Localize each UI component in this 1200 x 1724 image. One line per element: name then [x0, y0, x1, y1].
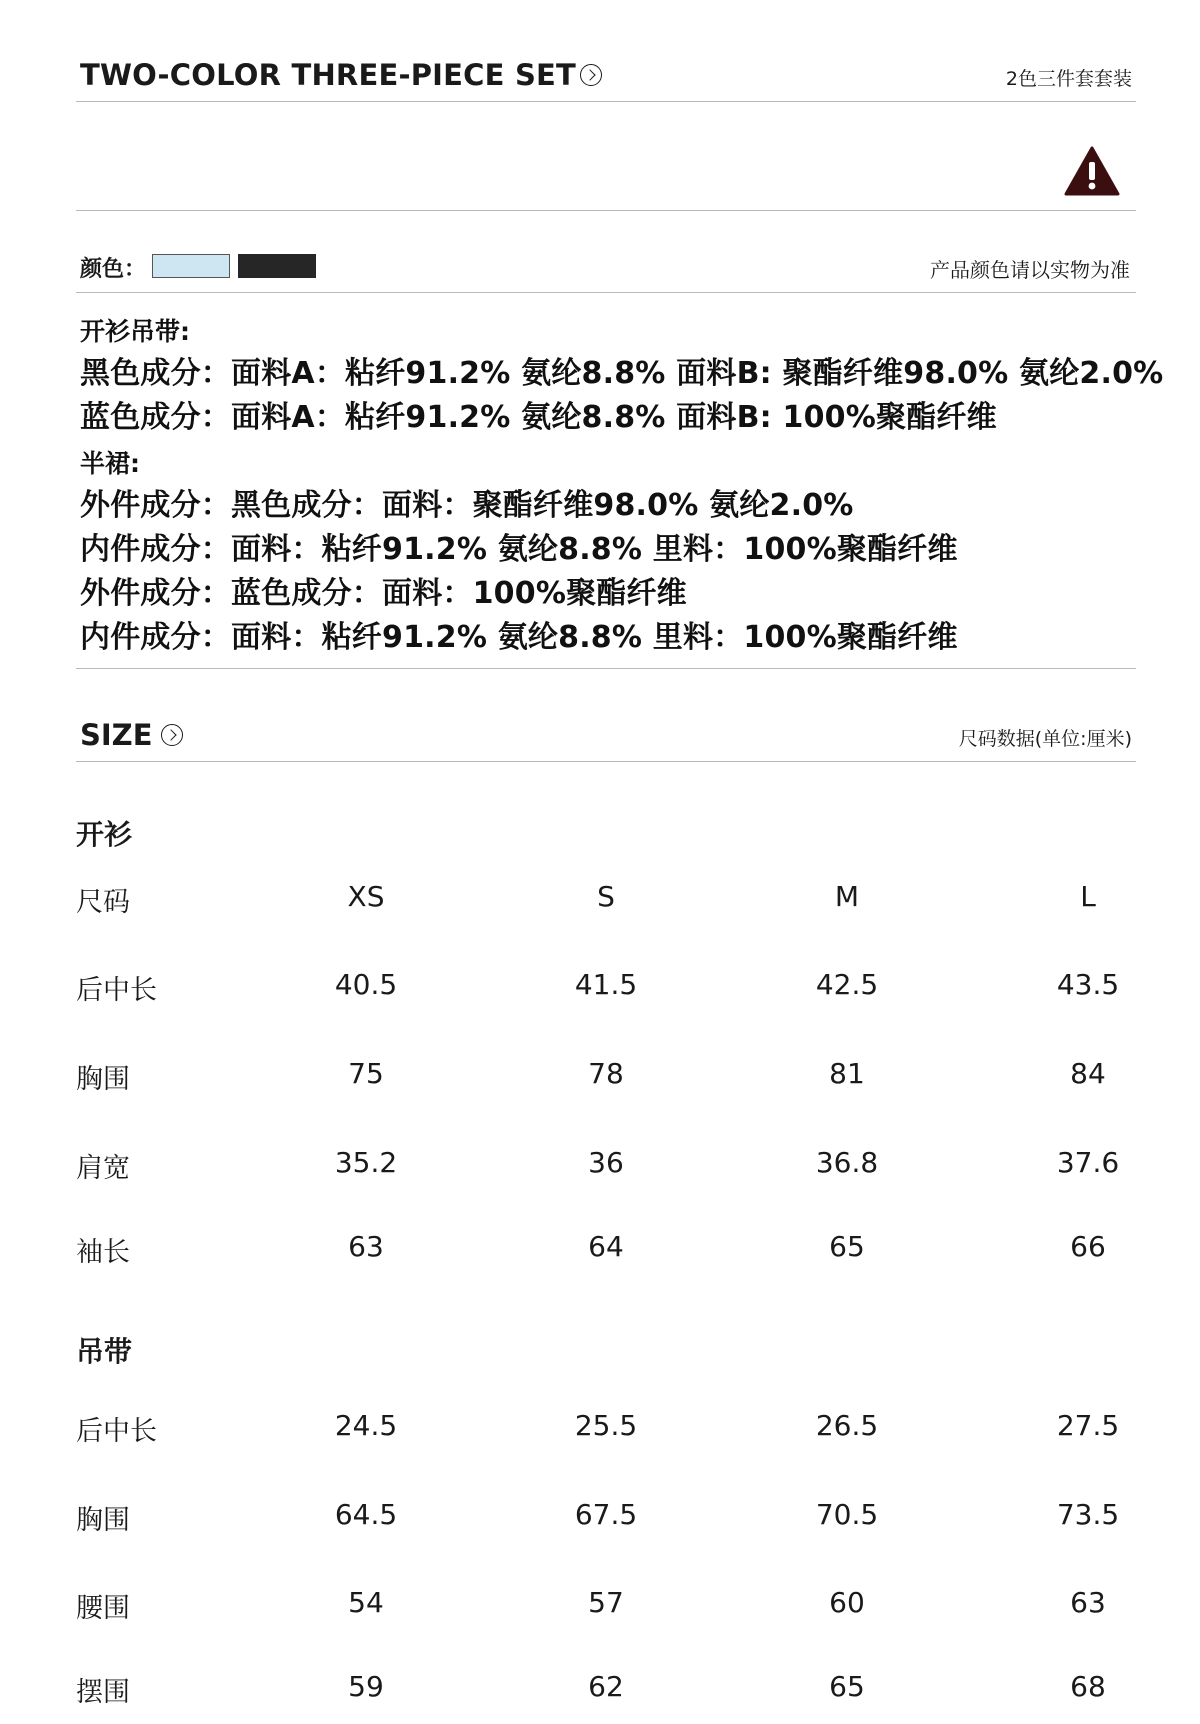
cell-value: 63 — [348, 1230, 384, 1263]
cell-value: 57 — [588, 1586, 624, 1619]
cell-value: 27.5 — [1056, 1409, 1120, 1442]
cell-value: 68 — [1070, 1670, 1106, 1703]
table-row — [0, 1057, 1200, 1097]
cell-value: 24.5 — [334, 1409, 398, 1442]
divider — [76, 210, 1136, 211]
composition-line: 内件成分：面料：粘纤91.2% 氨纶8.8% 里料：100%聚酯纤维 — [80, 532, 958, 567]
cell-value: 73.5 — [1056, 1498, 1120, 1531]
camisole-section-title: 吊带 — [76, 1335, 133, 1368]
page-subtitle: 2色三件套套装 — [1005, 68, 1132, 90]
divider — [76, 668, 1136, 669]
table-row — [0, 1670, 1200, 1710]
composition-line: 蓝色成分：面料A：粘纤91.2% 氨纶8.8% 面料B: 100%聚酯纤维 — [80, 400, 997, 435]
row-label: 腰围 — [76, 1593, 130, 1624]
cell-value: 41.5 — [574, 968, 638, 1001]
composition-line: 外件成分：蓝色成分：面料：100%聚酯纤维 — [80, 576, 687, 611]
divider — [76, 761, 1136, 762]
size-header-m: M — [834, 880, 860, 913]
cell-value: 43.5 — [1056, 968, 1120, 1001]
composition-line: 黑色成分：面料A：粘纤91.2% 氨纶8.8% 面料B: 聚酯纤维98.0% 氨纶2.0% — [80, 356, 1164, 391]
table-row — [0, 1146, 1200, 1186]
cell-value: 65 — [829, 1670, 865, 1703]
cell-value: 62 — [588, 1670, 624, 1703]
divider — [76, 101, 1136, 102]
row-label: 胸围 — [76, 1064, 130, 1095]
cell-value: 70.5 — [815, 1498, 879, 1531]
size-title — [80, 718, 183, 752]
composition-heading-skirt: 半裙: — [80, 449, 140, 478]
cell-value: 40.5 — [334, 968, 398, 1001]
row-label: 摆围 — [76, 1677, 130, 1708]
row-label: 胸围 — [76, 1505, 130, 1536]
size-header-label: 尺码 — [76, 887, 130, 918]
composition-line: 内件成分：面料：粘纤91.2% 氨纶8.8% 里料：100%聚酯纤维 — [80, 620, 958, 655]
cell-value: 60 — [829, 1586, 865, 1619]
composition-heading-cardigan-camisole: 开衫吊带: — [80, 317, 190, 346]
row-label: 后中长 — [76, 975, 157, 1006]
size-header-xs: XS — [347, 880, 385, 913]
composition-line: 外件成分：黑色成分：面料：聚酯纤维98.0% 氨纶2.0% — [80, 488, 854, 523]
chevron-right-circle-icon — [161, 724, 183, 746]
size-header-l: L — [1080, 880, 1096, 913]
cell-value: 26.5 — [815, 1409, 879, 1442]
color-swatch-blue — [152, 254, 230, 278]
row-label: 后中长 — [76, 1416, 157, 1447]
cell-value: 59 — [348, 1670, 384, 1703]
size-header-row — [0, 880, 1200, 920]
chevron-right-circle-icon — [580, 64, 602, 86]
row-label: 肩宽 — [76, 1153, 130, 1184]
cell-value: 36.8 — [815, 1146, 879, 1179]
table-row — [0, 1498, 1200, 1538]
table-row — [0, 1409, 1200, 1449]
cell-value: 75 — [348, 1057, 384, 1090]
divider — [76, 292, 1136, 293]
color-swatch-black — [238, 254, 316, 278]
cell-value: 42.5 — [815, 968, 879, 1001]
page-title-text: TWO-COLOR THREE-PIECE SET — [80, 58, 577, 92]
cell-value: 78 — [588, 1057, 624, 1090]
cell-value: 65 — [829, 1230, 865, 1263]
cell-value: 36 — [588, 1146, 624, 1179]
cell-value: 25.5 — [574, 1409, 638, 1442]
page-title — [80, 58, 602, 92]
color-label: 颜色： — [80, 257, 147, 282]
size-header-s: S — [597, 880, 615, 913]
cell-value: 63 — [1070, 1586, 1106, 1619]
cardigan-section-title: 开衫 — [76, 818, 133, 851]
cell-value: 81 — [829, 1057, 865, 1090]
table-row — [0, 1230, 1200, 1270]
size-unit-note: 尺码数据(单位:厘米) — [958, 728, 1132, 750]
cell-value: 66 — [1070, 1230, 1106, 1263]
size-title-text: SIZE — [80, 718, 153, 752]
cell-value: 64 — [588, 1230, 624, 1263]
color-note: 产品颜色请以实物为准 — [930, 258, 1130, 282]
cell-value: 84 — [1070, 1057, 1106, 1090]
cell-value: 67.5 — [574, 1498, 638, 1531]
row-label: 袖长 — [76, 1237, 130, 1268]
table-row — [0, 968, 1200, 1008]
table-row — [0, 1586, 1200, 1626]
cell-value: 54 — [348, 1586, 384, 1619]
warning-icon — [1064, 146, 1120, 196]
cell-value: 35.2 — [334, 1146, 398, 1179]
cell-value: 37.6 — [1056, 1146, 1120, 1179]
cell-value: 64.5 — [334, 1498, 398, 1531]
